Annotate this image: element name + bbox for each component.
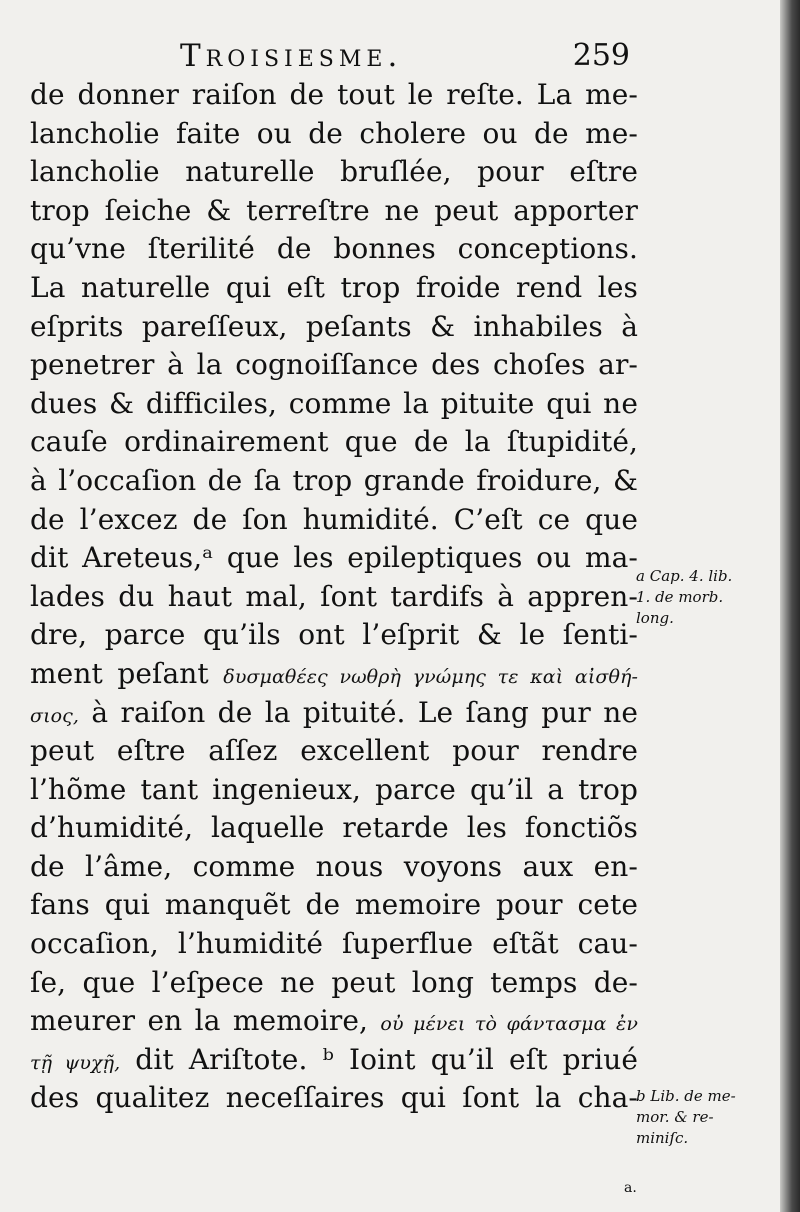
- text-line: qu’vne ſterilité de bonnes conceptions.: [30, 232, 638, 266]
- text-line: des qualitez neceſſaires qui ſont la cha-: [30, 1081, 638, 1115]
- text-line: peut eſtre aſſez excellent pour rendre: [30, 734, 638, 768]
- text-line: dit Areteus,ᵃ que les epileptiques ou ma-: [30, 541, 638, 575]
- text-line: occaſion, l’humidité ſuperflue eſtãt cau-: [30, 927, 638, 961]
- text-line: fans qui manquẽt de memoire pour cete: [30, 888, 638, 922]
- margin-note-line: a Cap. 4. lib.: [636, 567, 733, 585]
- text-line: lancholie naturelle bruſlée, pour eſtre: [30, 155, 638, 189]
- text-line: eſprits pareſſeux, peſants & inhabiles à: [30, 309, 638, 343]
- text-line: La naturelle qui eſt trop froide rend les: [30, 270, 638, 304]
- text-line: [30, 655, 638, 694]
- running-title: Troisiesme.: [180, 38, 403, 74]
- text-span: ment peſant: [30, 656, 224, 690]
- margin-note-line: mor. & re-: [636, 1108, 714, 1126]
- margin-note-line: 1. de morb.: [636, 588, 724, 606]
- text-line: cauſe ordinairement que de la ſtupidité,: [30, 425, 638, 459]
- signature-mark: a.: [624, 1180, 637, 1196]
- greek-quotation: τῇ ψυχῇ,: [30, 1051, 121, 1074]
- page-header: [40, 38, 630, 78]
- text-line: de donner raiſon de tout le reſte. La me-: [30, 78, 638, 111]
- greek-quotation: δυσμαθέες νωθρὴ γνώμης τε καὶ αἰσθή-: [223, 665, 639, 688]
- text-line: [30, 1041, 638, 1080]
- text-line: lades du haut mal, ſont tardifs à appren-: [30, 579, 638, 613]
- text-line: dre, parce qu’ils ont l’eſprit & le ſenti-: [30, 618, 638, 652]
- text-line: trop ſeiche & terreſtre ne peut apporter: [30, 193, 638, 227]
- text-line: lancholie faite ou de cholere ou de me-: [30, 116, 638, 150]
- text-line: [30, 694, 638, 733]
- text-line: à l’occaſion de ſa trop grande froidure, &: [30, 463, 638, 497]
- margin-note-line: long.: [636, 609, 674, 627]
- text-line: de l’âme, comme nous voyons aux en-: [30, 849, 638, 883]
- margin-note-a: [636, 566, 776, 629]
- greek-quotation: οὐ μένει τὸ φάντασμα ἐν: [380, 1013, 639, 1036]
- margin-note-line: b Lib. de me-: [636, 1087, 736, 1105]
- text-line: l’hõme tant ingenieux, parce qu’il a trop: [30, 772, 638, 806]
- text-line: d’humidité, laquelle retarde les fonctiõs: [30, 811, 638, 845]
- page-edge-shadow: [780, 0, 800, 1212]
- main-text-block: [30, 76, 638, 1118]
- greek-quotation: σιος,: [30, 704, 80, 727]
- margin-note-b: [636, 1086, 776, 1149]
- text-line: de l’excez de ſon humidité. C’eſt ce que: [30, 502, 638, 536]
- page-number: 259: [572, 38, 630, 73]
- text-span: à raiſon de la pituité. Le ſang pur ne: [79, 695, 638, 729]
- margin-note-line: miniſc.: [636, 1129, 689, 1147]
- text-line: penetrer à la cognoiſſance des choſes ar-: [30, 348, 638, 382]
- text-span: dit Ariſtote. ᵇ Ioint qu’il eſt priué: [120, 1042, 638, 1076]
- text-line: dues & difficiles, comme la pituite qui ne: [30, 386, 638, 420]
- text-line: ſe, que l’eſpece ne peut long temps de-: [30, 965, 638, 999]
- text-span: meurer en la memoire,: [30, 1004, 381, 1038]
- text-line: [30, 1002, 638, 1041]
